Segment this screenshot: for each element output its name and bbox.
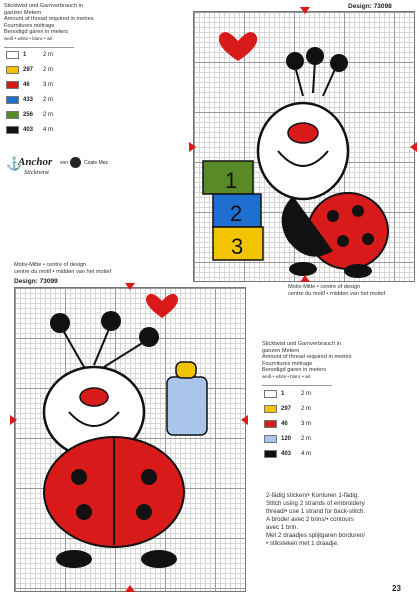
color-swatch [264,405,277,413]
bug-nose [80,388,108,406]
antenna-line [323,67,336,96]
antenna-line [295,66,303,96]
center-marker [241,415,248,425]
design-1-caption [288,284,416,297]
antenna-line [94,329,109,365]
design-2-artwork [14,287,246,592]
instruction-line: Met 2 draadjes splijtgaren borduren/ [266,532,366,539]
center-marker [125,585,135,592]
color-swatch [6,126,19,134]
brand-logo [6,156,126,180]
ladybug-spot [327,210,339,222]
thread-amount: 3 m [43,81,54,88]
caption-line: centre du motif • midden van het motief [14,268,112,275]
ladybug-spot [352,205,364,217]
legend-white-note: weiß • white • blanc • wit [4,35,53,41]
thread-amount: 4 m [43,126,54,133]
coats-label: Coats Mez [84,160,108,166]
thread-amount: 2 m [43,96,54,103]
legend-divider [262,385,332,386]
legend-row [264,388,311,399]
thread-code: 120 [281,435,292,442]
color-swatch [264,420,277,428]
center-marker [10,415,17,425]
bug-foot [344,264,372,278]
legend-title-line: Amount of thread required in metres [262,354,352,361]
legend-row [6,79,53,90]
instruction-line: • stiksteken met 1 draadje. [266,540,339,547]
legend-row [6,64,53,75]
legend-row [264,418,311,429]
brand-name: Anchor [18,156,53,168]
heart-icon [146,294,178,318]
bug-foot [289,262,317,276]
caption-line: Motiv-Mitte • centre of design [288,284,361,290]
bug-nose [288,123,318,143]
antenna-ball [139,327,159,347]
bug-foot [56,550,92,568]
instruction-line: 2-fädig sticken/• Konturen 1-fädig. [266,492,359,499]
thread-code: 403 [23,126,34,133]
thread-amount: 2 m [301,390,312,397]
color-swatch [6,81,19,89]
antenna-line [313,61,315,93]
color-swatch [264,435,277,443]
anchor-icon: ⚓ [6,156,23,171]
legend-title-line: Fournitures métrage [4,22,55,29]
legend-row [264,403,311,414]
antenna-ball [306,47,324,65]
legend-row [6,94,53,105]
color-swatch [6,96,19,104]
stitch-instructions [266,492,416,548]
legend-title-line: Sticktwist und Garnverbrauch in [262,341,341,347]
design-2-caption [14,262,194,275]
thread-code: 256 [23,111,34,118]
color-swatch [6,111,19,119]
thread-amount: 2 m [43,66,54,73]
thread-code: 1 [281,390,285,397]
bug-head [258,103,348,199]
block-number: 2 [230,201,243,226]
color-swatch [264,450,277,458]
top-legend [4,3,179,43]
center-marker [410,142,417,152]
ladybug-spot [136,504,152,520]
ladybug-spot [76,504,92,520]
antenna-ball [286,52,304,70]
heart-icon [219,32,257,61]
thread-code: 433 [23,96,34,103]
instruction-line: thread/• use 1 strand for back-stitch. [266,508,366,515]
color-swatch [264,390,277,398]
instruction-line: avec 1 brin. [266,524,298,531]
instruction-line: A broder avec 2 brins/• contours [266,516,354,523]
legend-row [6,124,53,135]
legend-title-line: Amount of thread required in metres [4,16,94,23]
design-1-artwork [193,11,415,282]
legend-row [6,109,53,120]
design-2-label: Design: 73099 [14,278,58,285]
thread-amount: 4 m [301,450,312,457]
color-swatch [6,51,19,59]
thread-code: 297 [281,405,292,412]
legend-title-line: ganzen Metern [262,347,300,354]
thread-amount: 3 m [301,420,312,427]
instruction-line: Stitch using 2 strands of embroidery [266,500,365,507]
brand-sub: Sticktwist [24,169,49,176]
legend-white-note: weiß • white • blanc • wit [262,373,311,379]
brand-von: von [60,160,69,166]
center-marker [300,275,310,282]
ladybug-spot [337,235,349,247]
thread-amount: 2 m [301,405,312,412]
legend-row [264,433,311,444]
ladybug-shell [308,193,388,269]
thread-code: 1 [23,51,27,58]
legend-row [6,49,53,60]
center-marker [300,7,310,14]
thread-code: 403 [281,450,292,457]
thread-amount: 2 m [301,435,312,442]
ladybug-spot [141,469,157,485]
legend-title-line: Sticktwist und Garnverbrauch in [4,3,83,9]
antenna-ball [101,311,121,331]
page-number: 23 [392,584,401,593]
caption-line: centre du motif • midden van het motief [288,290,386,297]
center-marker [125,283,135,290]
antenna-ball [50,313,70,333]
ladybug-spot [71,469,87,485]
bottle-body [167,377,207,435]
coats-logo-icon [70,157,81,168]
block-number: 3 [231,234,244,259]
legend-title-line: Benodigd garen in meters [262,367,327,374]
antenna-ball [330,54,348,72]
bug-foot [141,550,177,568]
bottle-teat [176,362,196,378]
center-marker [189,142,196,152]
color-swatch [6,66,19,74]
design-1-label: Design: 73098 [348,3,392,10]
bottom-legend [262,341,412,381]
thread-code: 46 [281,420,288,427]
legend-divider [4,47,74,48]
legend-title-line: Benodigd garen in meters [4,29,69,36]
thread-amount: 2 m [43,111,54,118]
caption-line: Motiv-Mitte • centre of design [14,262,87,268]
thread-code: 46 [23,81,30,88]
antenna-line [104,342,144,367]
thread-amount: 2 m [43,51,54,58]
block-number: 1 [225,168,238,193]
legend-title-line: ganzen Metern [4,9,42,16]
thread-code: 297 [23,66,34,73]
legend-title-line: Fournitures métrage [262,360,313,367]
ladybug-spot [362,233,374,245]
antenna-line [64,332,84,367]
legend-row [264,448,311,459]
